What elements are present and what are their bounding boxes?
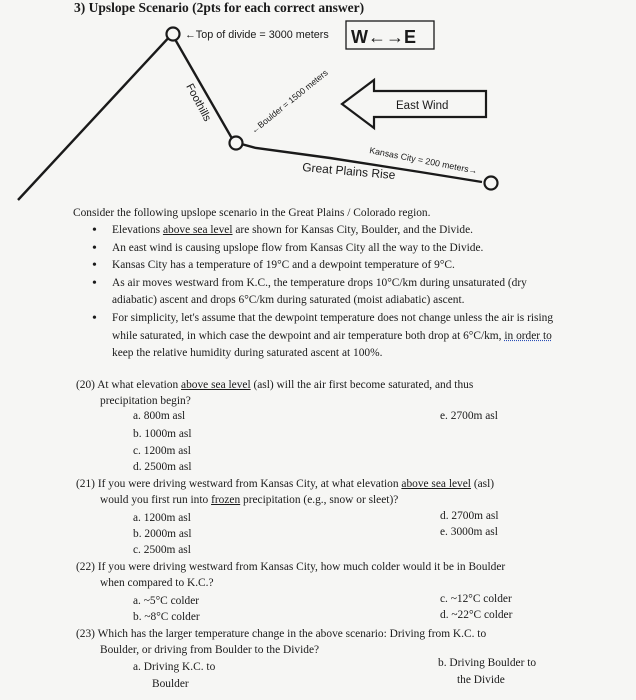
upslope-diagram [0, 0, 636, 205]
q22-option-c[interactable]: c. ~12°C colder [440, 593, 512, 605]
question-22-line1: (22) If you were driving westward from Kansas City, how much colder would it be in Boulder [76, 561, 506, 573]
foothills-label: Foothills [183, 81, 214, 124]
question-23-line2: Boulder, or driving from Boulder to the Divide? [100, 644, 320, 656]
direction-label: W←→E [351, 27, 416, 47]
kansas-city-marker [485, 177, 498, 190]
question-20-line2: precipitation begin? [100, 395, 191, 407]
q20-option-b[interactable]: b. 1000m asl [133, 428, 192, 440]
scenario-bullets [92, 222, 562, 363]
q20-option-c[interactable]: c. 1200m asl [133, 445, 191, 457]
q21-option-e[interactable]: e. 3000m asl [440, 526, 498, 538]
bullet-east-wind: • An east wind is causing upslope flow from Kansas City all the way to the Divide. [92, 240, 562, 258]
q21-option-a[interactable]: a. 1200m asl [133, 512, 191, 524]
q23-option-a-line2[interactable]: Boulder [152, 678, 189, 690]
question-21-line1: (21) If you were driving westward from Kansas City, at what elevation above sea level (asl) [76, 478, 495, 490]
divide-marker [167, 28, 180, 41]
question-22-line2: when compared to K.C.? [100, 577, 214, 589]
q22-option-b[interactable]: b. ~8°C colder [133, 611, 200, 623]
q20-option-d[interactable]: d. 2500m asl [133, 461, 192, 473]
q20-option-a[interactable]: a. 800m asl [133, 410, 186, 422]
bullet-lapse-rates: • As air moves westward from K.C., the temperature drops 10°C/km during unsaturated (dry adiabatic) ascent and drops 6°C/km during saturated (moist adiabatic) ascent. [92, 275, 562, 310]
q22-option-a[interactable]: a. ~5°C colder [133, 595, 200, 607]
bullet-kansas-temp: • Kansas City has a temperature of 19°C and a dewpoint temperature of 9°C. [92, 257, 562, 275]
q21-option-d[interactable]: d. 2700m asl [440, 510, 499, 522]
section-title: 3) Upslope Scenario (2pts for each correct answer) [74, 0, 365, 15]
top-of-divide-label: ←Top of divide = 3000 meters [185, 29, 329, 41]
q23-option-a-line1[interactable]: a. Driving K.C. to [133, 661, 216, 673]
intro-text: Consider the following upslope scenario in the Great Plains / Colorado region. [73, 207, 431, 219]
question-20-line1: (20) At what elevation above sea level (asl) will the air first become saturated, and thus [76, 379, 474, 391]
boulder-label: ←Boulder = 1500 meters [248, 67, 330, 136]
kansas-city-label: Kansas City = 200 meters→ [368, 145, 479, 176]
q22-option-d[interactable]: d. ~22°C colder [440, 609, 513, 621]
question-21-line2: would you first run into frozen precipitation (e.g., snow or sleet)? [100, 494, 399, 506]
q21-option-b[interactable]: b. 2000m asl [133, 528, 192, 540]
q23-option-b-line1[interactable]: b. Driving Boulder to [438, 657, 537, 669]
q21-option-c[interactable]: c. 2500m asl [133, 544, 191, 556]
q23-option-b-line2[interactable]: the Divide [457, 674, 505, 686]
boulder-marker [230, 137, 243, 150]
question-23-line1: (23) Which has the larger temperature change in the above scenario: Driving from K.C. to [76, 628, 487, 640]
great-plains-label: Great Plains Rise [301, 160, 396, 183]
bullet-dewpoint: • For simplicity, let's assume that the dewpoint temperature does not change unless the air is rising while saturated, in which case the dewpoint and air temperature both drop at 6°C/km, in order to keep the relative humidity during saturated ascent at 100%. [92, 310, 562, 363]
q20-option-e[interactable]: e. 2700m asl [440, 410, 498, 422]
bullet-elevations: • Elevations above sea level are shown for Kansas City, Boulder, and the Divide. [92, 222, 562, 240]
east-wind-label: East Wind [396, 100, 449, 112]
